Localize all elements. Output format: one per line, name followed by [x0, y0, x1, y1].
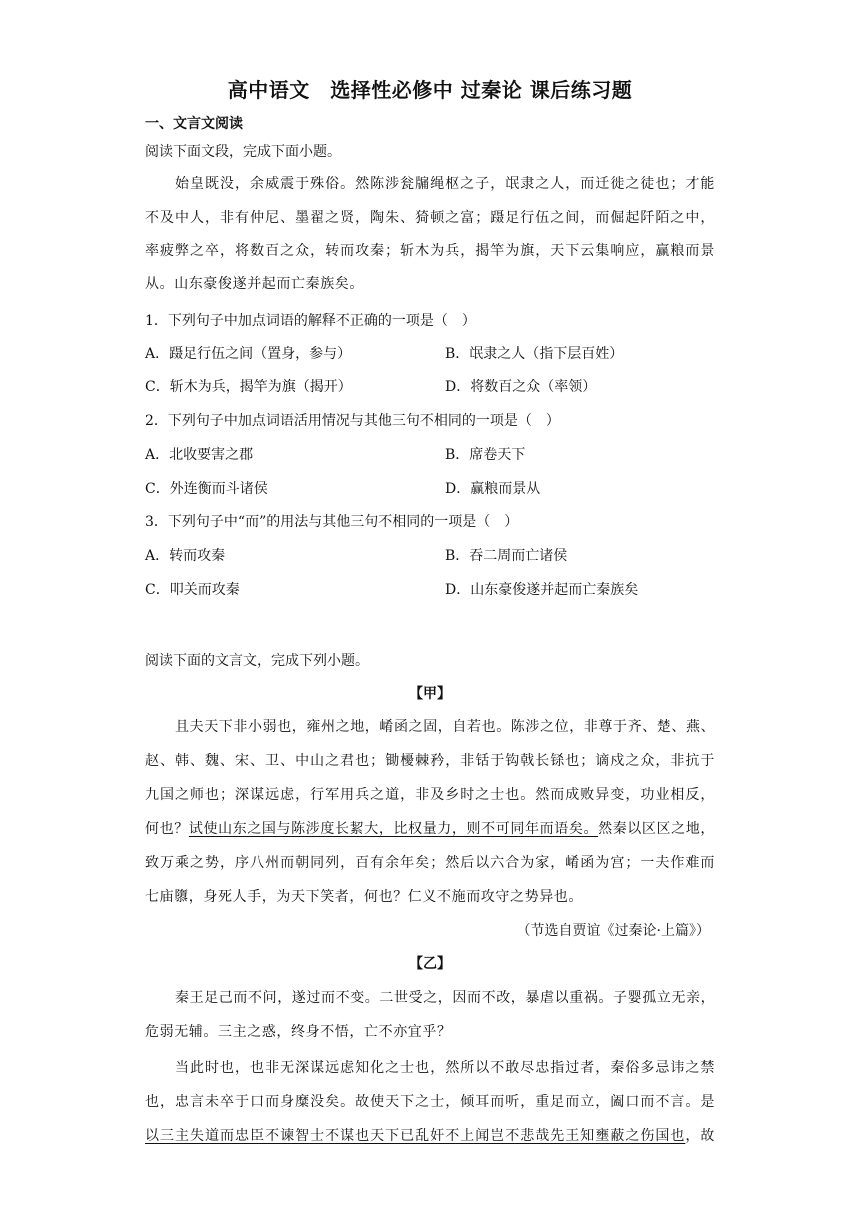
passage-line: 不及中人，非有仲尼、墨翟之贤，陶朱、猗顿之富；蹑足行伍之间，而倔起阡陌之中，: [145, 210, 715, 226]
option-d: D．山东豪俊遂并起而亡秦族矣: [445, 582, 639, 598]
option-b: B．氓隶之人（指下层百姓）: [445, 346, 624, 362]
passage-yi-heading: 【乙】: [409, 956, 451, 972]
option-a: A．北收要害之郡: [145, 447, 254, 463]
page-title: 高中语文 选择性必修中 过秦论 课后练习题: [227, 78, 633, 102]
passage-line: 七庙隳，身死人手，为天下笑者，何也？仁义不施而攻守之势异也。: [145, 889, 583, 905]
underlined-sentence: 以三主失道而忠臣不谏智士不谋也天下已乱奸不上闻岂不悲哉先王知壅蔽之伤国也: [145, 1128, 686, 1144]
passage-line: 也，忠言未卒于口而身糜没矣。故使天下之士，倾耳而听，重足而立，阖口而不言。是: [145, 1094, 715, 1110]
reading-instruction-2: 阅读下面的文言文，完成下列小题。: [145, 653, 369, 669]
passage-line: 赵、韩、魏、宋、卫、中山之君也；锄櫌棘矜，非铦于钩戟长铩也；谪戍之众，非抗于: [145, 753, 715, 769]
passage-line: 致万乘之势，序八州而朝同列，百有余年矣；然后以六合为家，崤函为宫；一夫作难而: [145, 855, 715, 871]
option-c: C．斩木为兵，揭竿为旗（揭开）: [145, 379, 352, 395]
passage-line: 从。山东豪俊遂并起而亡秦族矣。: [145, 276, 364, 292]
passage-line: [145, 1125, 715, 1145]
underlined-sentence: 试使山东之国与陈涉度长絜大，比权量力，则不可同年而语矣。: [188, 821, 599, 837]
section-heading: 一、文言文阅读: [145, 116, 243, 132]
option-c: C．外连衡而斗诸侯: [145, 481, 268, 497]
option-d: D．将数百之众（率领）: [445, 379, 597, 395]
option-a: A．转而攻秦: [145, 548, 226, 564]
passage-line: 率疲弊之卒，将数百之众，转而攻秦；斩木为兵，揭竿为旗，天下云集响应，赢粮而景: [145, 243, 715, 259]
passage-line: 始皇既没，余威震于殊俗。然陈涉瓮牖绳枢之子，氓隶之人，而迁徙之徒也；才能: [175, 176, 715, 192]
question-stem: 2．下列句子中加点词语活用情况与其他三句不相同的一项是（ ）: [145, 413, 560, 429]
option-a: A．蹑足行伍之间（置身，参与）: [145, 346, 352, 362]
source-citation: （节选自贾谊《过秦论·上篇》）: [516, 923, 710, 939]
option-b: B．席卷天下: [445, 447, 526, 463]
option-d: D．赢粮而景从: [445, 481, 541, 497]
line-text: 何也？: [145, 821, 189, 837]
passage-line: 且夫天下非小弱也，雍州之地，崤函之固，自若也。陈涉之位，非尊于齐、楚、燕、: [175, 719, 716, 735]
option-c: C．叩关而攻秦: [145, 582, 240, 598]
passage-line: 九国之师也；深谋远虑，行军用兵之道，非及乡时之士也。然而成败异变，功业相反，: [145, 787, 715, 803]
passage-line: 危弱无辅。三主之惑，终身不悟，亡不亦宜乎？: [145, 1024, 452, 1040]
line-text: ，故: [685, 1128, 715, 1144]
passage-line: [145, 818, 715, 838]
passage-line: 当此时也，也非无深谋远虑知化之士也，然所以不敢尽忠指过者，秦俗多忌讳之禁: [175, 1060, 715, 1076]
passage-line: 秦王足己而不问，遂过而不变。二世受之，因而不改，暴虐以重祸。子婴孤立无亲，: [175, 990, 716, 1006]
passage-jia-heading: 【甲】: [409, 686, 451, 702]
question-stem: 3．下列句子中“而”的用法与其他三句不相同的一项是（ ）: [145, 514, 519, 530]
option-b: B．吞二周而亡诸侯: [445, 548, 568, 564]
line-text: 然秦以区区之地，: [598, 821, 715, 837]
question-stem: 1．下列句子中加点词语的解释不正确的一项是（ ）: [145, 313, 476, 329]
reading-instruction-1: 阅读下面文段，完成下面小题。: [145, 144, 341, 160]
